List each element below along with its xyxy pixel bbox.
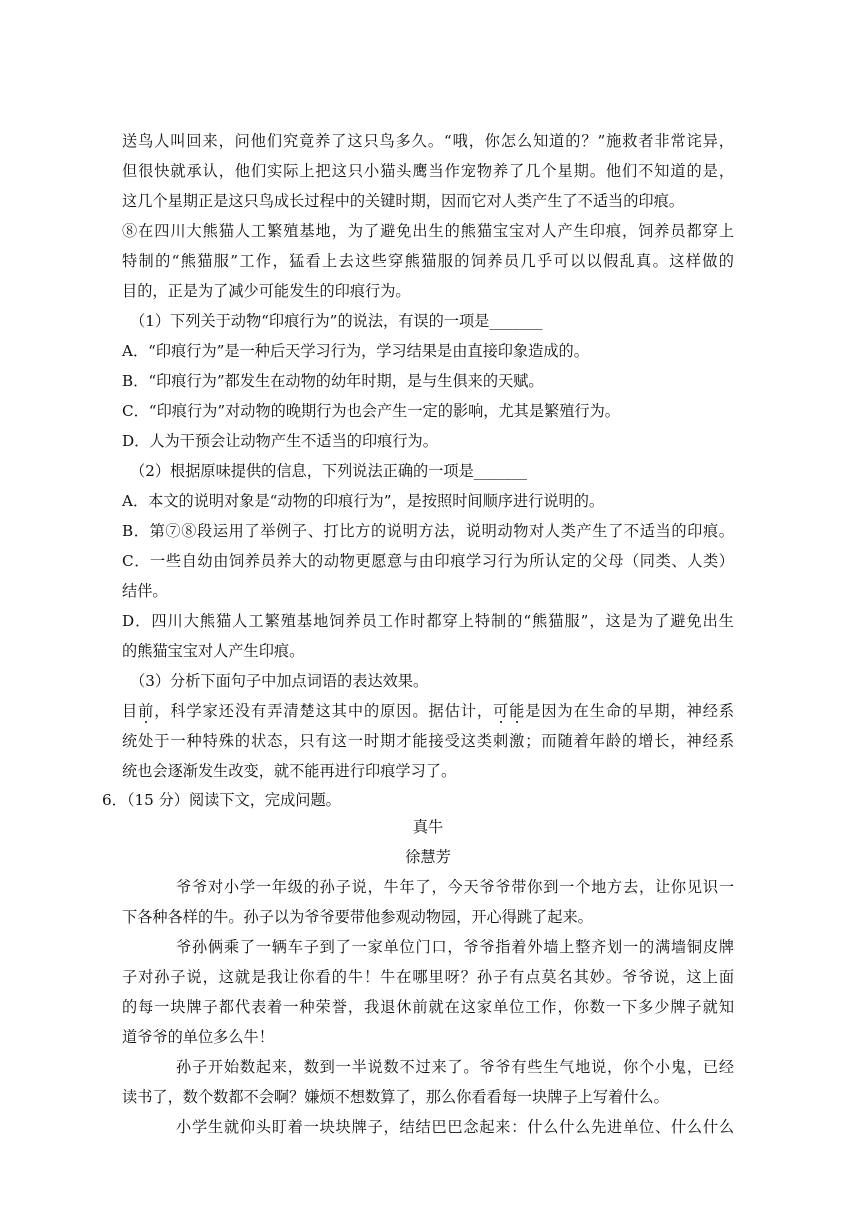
passage-line: 目的，正是为了减少可能发生的印痕行为。 (122, 282, 411, 300)
passage-line: 特制的“熊猫服”工作，猛看上去这些穿熊猫服的饲养员几乎可以以假乱真。这样做的 (122, 252, 734, 270)
q2-option-d: D．四川大熊猫人工繁殖基地饲养员工作时都穿上特制的“熊猫服”，这是为了避免出生 (122, 612, 734, 630)
q3-sentence-line: 统也会逐渐发生改变，就不能再进行印痕学习了。 (122, 762, 457, 780)
article-title: 真牛 (412, 818, 444, 836)
q1-option-c: C．“印痕行为”对动物的晚期行为也会产生一定的影响，尤其是繁殖行为。 (122, 402, 620, 420)
emphasis-dotted-char: 前 (138, 702, 155, 720)
article-line: 孙子开始数起来，数到一半说数不过来了。爷爷有些生气地说，你个小鬼，已经 (176, 1058, 734, 1076)
article-author: 徐慧芳 (405, 848, 451, 866)
q6-stem: 6．（15 分）阅读下文，完成问题。 (102, 791, 341, 809)
emphasis-dotted-char: 可 (493, 702, 510, 720)
article-line: 道爷爷的单位多么牛！ (122, 1028, 274, 1046)
q2-option-b: B．第⑦⑧段运用了举例子、打比方的说明方法，说明动物对人类产生了不适当的印痕。 (122, 522, 734, 540)
passage-line: 但很快就承认，他们实际上把这只小猫头鹰当作宠物养了几个星期。他们不知道的是， (122, 162, 734, 180)
q3-sentence-line: 统处于一种特殊的状态，只有这一时期才能接受这类刺激；而随着年龄的增长，神经系 (122, 732, 734, 750)
q2-option-d-cont: 的熊猫宝宝对人产生印痕。 (122, 642, 305, 660)
q1-option-a: A．“印痕行为”是一种后天学习行为，学习结果是由直接印象造成的。 (122, 342, 589, 360)
article-line: 小学生就仰头盯着一块块牌子，结结巴巴念起来：什么什么先进单位、什么什么 (176, 1118, 734, 1136)
q1-stem: （1）下列关于动物“印痕行为”的说法，有误的一项是_______ (130, 312, 543, 330)
q2-option-c-cont: 结伴。 (122, 582, 168, 600)
article-line: 爷爷对小学一年级的孙子说，牛年了，今天爷爷带你到一个地方去，让你见识一 (176, 878, 734, 896)
passage-line: ⑧在四川大熊猫人工繁殖基地，为了避免出生的熊猫宝宝对人产生印痕，饲养员都穿上 (122, 222, 734, 240)
q1-option-d: D．人为干预会让动物产生不适当的印痕行为。 (122, 432, 438, 450)
article-line: 下各种各样的牛。孙子以为爷爷要带他参观动物园，开心得跳了起来。 (122, 908, 593, 926)
article-line: 爷孙俩乘了一辆车子到了一家单位门口，爷爷指着外墙上整齐划一的满墙铜皮牌 (176, 938, 734, 956)
article-line: 的每一块牌子都代表着一种荣誉，我退休前就在这家单位工作，你数一下多少牌子就知 (122, 998, 734, 1016)
q1-option-b: B．“印痕行为”都发生在动物的幼年时期，是与生俱来的天赋。 (122, 372, 544, 390)
emphasis-dotted-char: 能 (509, 702, 526, 720)
article-line: 读书了，数个数都不会啊？嫌烦不想数算了，那么你看看每一块牌子上写着什么。 (122, 1088, 669, 1106)
passage-line: 这几个星期正是这只鸟成长过程中的关键时期，因而它对人类产生了不适当的印痕。 (122, 192, 684, 210)
passage-line: 送鸟人叫回来，问他们究竟养了这只鸟多久。“哦，你怎么知道的？”施救者非常诧异， (122, 132, 734, 150)
q2-stem: （2）根据原味提供的信息，下列说法正确的一项是_______ (130, 462, 527, 480)
q3-stem: （3）分析下面句子中加点词语的表达效果。 (130, 672, 429, 690)
q2-option-a: A．本文的说明对象是“动物的印痕行为”，是按照时间顺序进行说明的。 (122, 492, 605, 510)
q3-sentence-line: 目前，科学家还没有弄清楚这其中的原因。据估计，可能是因为在生命的早期，神经系 (122, 702, 735, 720)
q2-option-c: C．一些自幼由饲养员养大的动物更愿意与由印痕学习行为所认定的父母（同类、人类） (122, 552, 734, 570)
article-line: 子对孙子说，这就是我让你看的牛！牛在哪里呀？孙子有点莫名其妙。爷爷说，这上面 (122, 968, 734, 986)
